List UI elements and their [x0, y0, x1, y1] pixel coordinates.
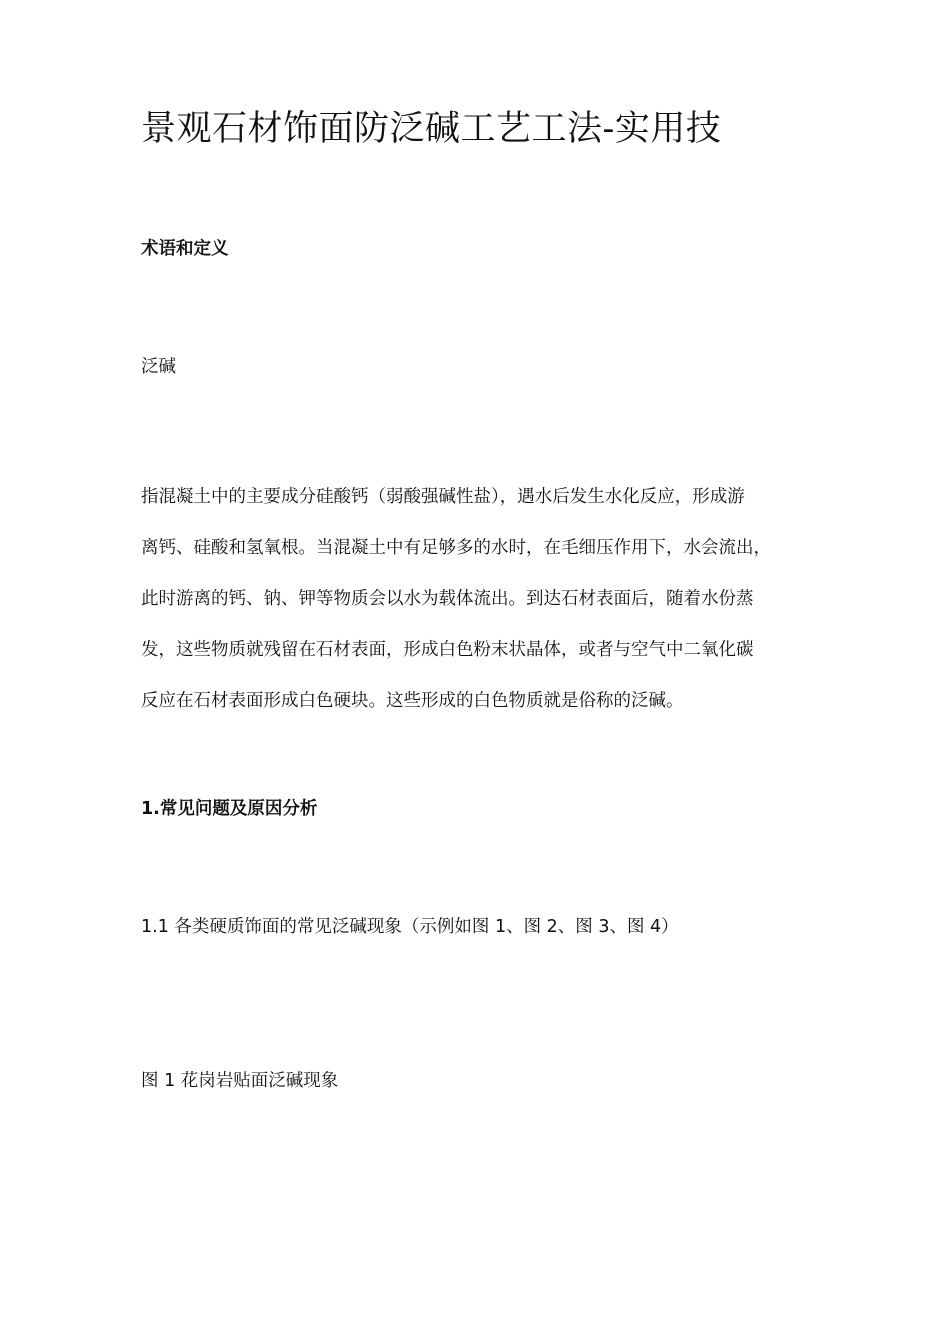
definition-paragraph — [141, 472, 831, 727]
paragraph-line: 发，这些物质就残留在石材表面，形成白色粉末状晶体，或者与空气中二氧化碳 — [141, 640, 754, 660]
figure-caption: 图 1 花岗岩贴面泛碱现象 — [141, 1071, 339, 1091]
paragraph-line: 此时游离的钙、钠、钾等物质会以水为载体流出。到达石材表面后，随着水份蒸 — [141, 589, 754, 609]
paragraph-line: 离钙、硅酸和氢氧根。当混凝土中有足够多的水时，在毛细压作用下，水会流出， — [141, 538, 771, 558]
term-heading: 泛碱 — [141, 357, 176, 377]
subsection-heading-1-1: 1.1 各类硬质饰面的常见泛碱现象（示例如图 1、图 2、图 3、图 4） — [141, 917, 679, 937]
section-heading-terms: 术语和定义 — [141, 239, 229, 259]
section-heading-1: 1.常见问题及原因分析 — [141, 799, 318, 819]
paragraph-line: 指混凝土中的主要成分硅酸钙（弱酸强碱性盐），遇水后发生水化反应，形成游 — [141, 487, 745, 507]
paragraph-line: 反应在石材表面形成白色硬块。这些形成的白色物质就是俗称的泛碱。 — [141, 691, 684, 711]
document-title: 景观石材饰面防泛碱工艺工法-实用技 — [141, 109, 722, 149]
